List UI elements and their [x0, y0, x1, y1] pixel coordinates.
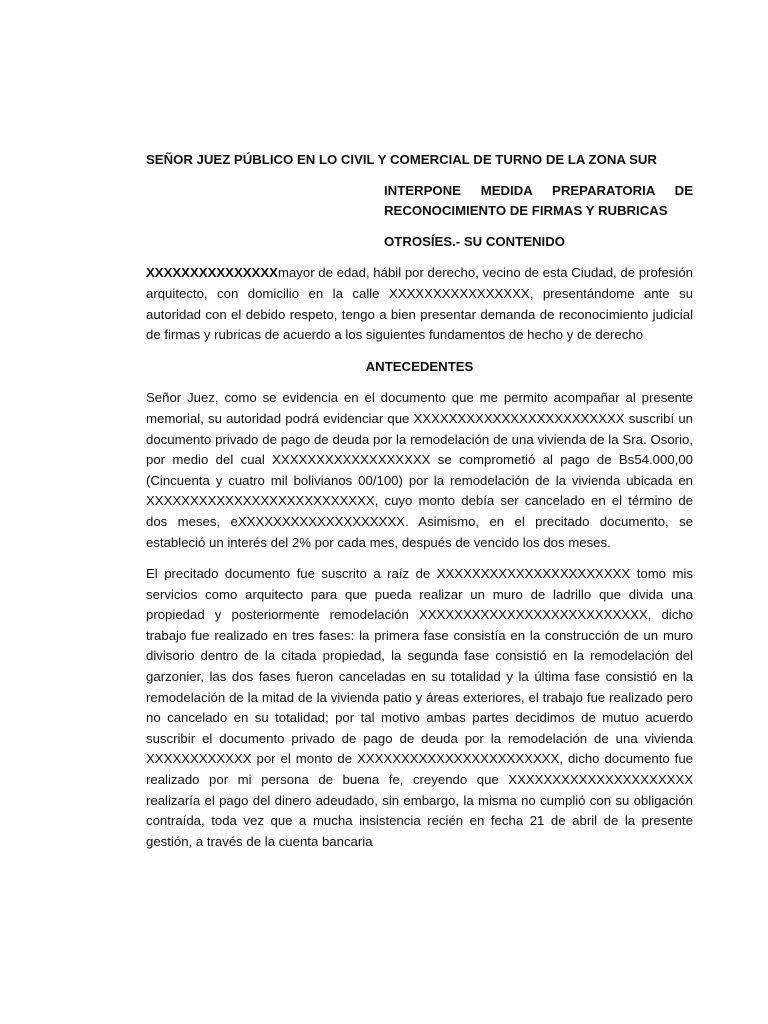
otrosies-heading: OTROSÍES.- SU CONTENIDO — [384, 233, 565, 249]
memorial-content — [146, 150, 693, 863]
section-title-antecedentes: ANTECEDENTES — [365, 358, 474, 374]
sumilla-block — [384, 181, 693, 222]
sumilla-text: INTERPONE MEDIDA PREPARATORIA DE RECONOCIMIENTO DE FIRMAS Y RUBRICAS — [384, 182, 693, 219]
petitioner-name: XXXXXXXXXXXXXXX — [146, 265, 278, 281]
intro-text: mayor de edad, hábil por derecho, vecino de esta Ciudad, de profesión arquitecto, con domicilio en la calle XXXXXXXXXXXXXXXX, presentándome ante su autoridad con el debido respeto, tengo a bien presentar demanda de reconocimiento judicial de firmas y rubricas de acuerdo a los siguientes fundamentos de hecho y de derecho — [146, 265, 693, 343]
antecedentes-paragraph-2: El precitado documento fue suscrito a raíz de XXXXXXXXXXXXXXXXXXXXXX tomo mis servicios como arquitecto para que pueda realizar un muro de ladrillo que divida una propiedad y posteriormente remodelación XXXXXXXXXXXXXXXXXXXXXXXXXX, dicho trabajo fue realizado en tres fases: la primera fase consistía en la construcción de un muro divisorio dentro de la citada propiedad, la segunda fase consistió en la remodelación del garzonier, las dos fases fueron canceladas en su totalidad y la última fase consistió en la remodelación de la mitad de la vivienda patio y áreas exteriores, el trabajo fue realizado pero no cancelado en su totalidad; por tal motivo ambas partes decidimos de mutuo acuerdo suscribir el documento privado de pago de deuda por la remodelación de una vivienda XXXXXXXXXXXX por el monto de XXXXXXXXXXXXXXXXXXXXXXX, dicho documento fue realizado por mi persona de buena fe, creyendo que XXXXXXXXXXXXXXXXXXXXX realizaría el pago del dinero adeudado, sin embargo, la misma no cumplió con su obligación contraída, toda vez que a mucha insistencia recién en fecha 21 de abril de la presente gestión, a través de la cuenta bancaria — [146, 566, 693, 849]
antecedentes-paragraph-1: Señor Juez, como se evidencia en el documento que me permito acompañar al presente memorial, su autoridad podrá evidenciar que XXXXXXXXXXXXXXXXXXXXXXXX suscribí un documento privado de pago de deuda por la remodelación de una vivienda de la Sra. Osorio, por medio del cual XXXXXXXXXXXXXXXXXX se comprometió al pago de Bs54.000,00 (Cincuenta y cuatro mil bolivianos 00/100) por la remodelación de la vivienda ubicada en XXXXXXXXXXXXXXXXXXXXXXXXXX, cuyo monto debía ser cancelado en el término de dos meses, eXXXXXXXXXXXXXXXXXXX. Asimismo, en el precitado documento, se estableció un interés del 2% por cada mes, después de vencido los dos meses. — [146, 390, 693, 550]
addressee-heading: SEÑOR JUEZ PÚBLICO EN LO CIVIL Y COMERCIAL DE TURNO DE LA ZONA SUR — [146, 152, 657, 167]
intro-paragraph — [146, 263, 693, 345]
